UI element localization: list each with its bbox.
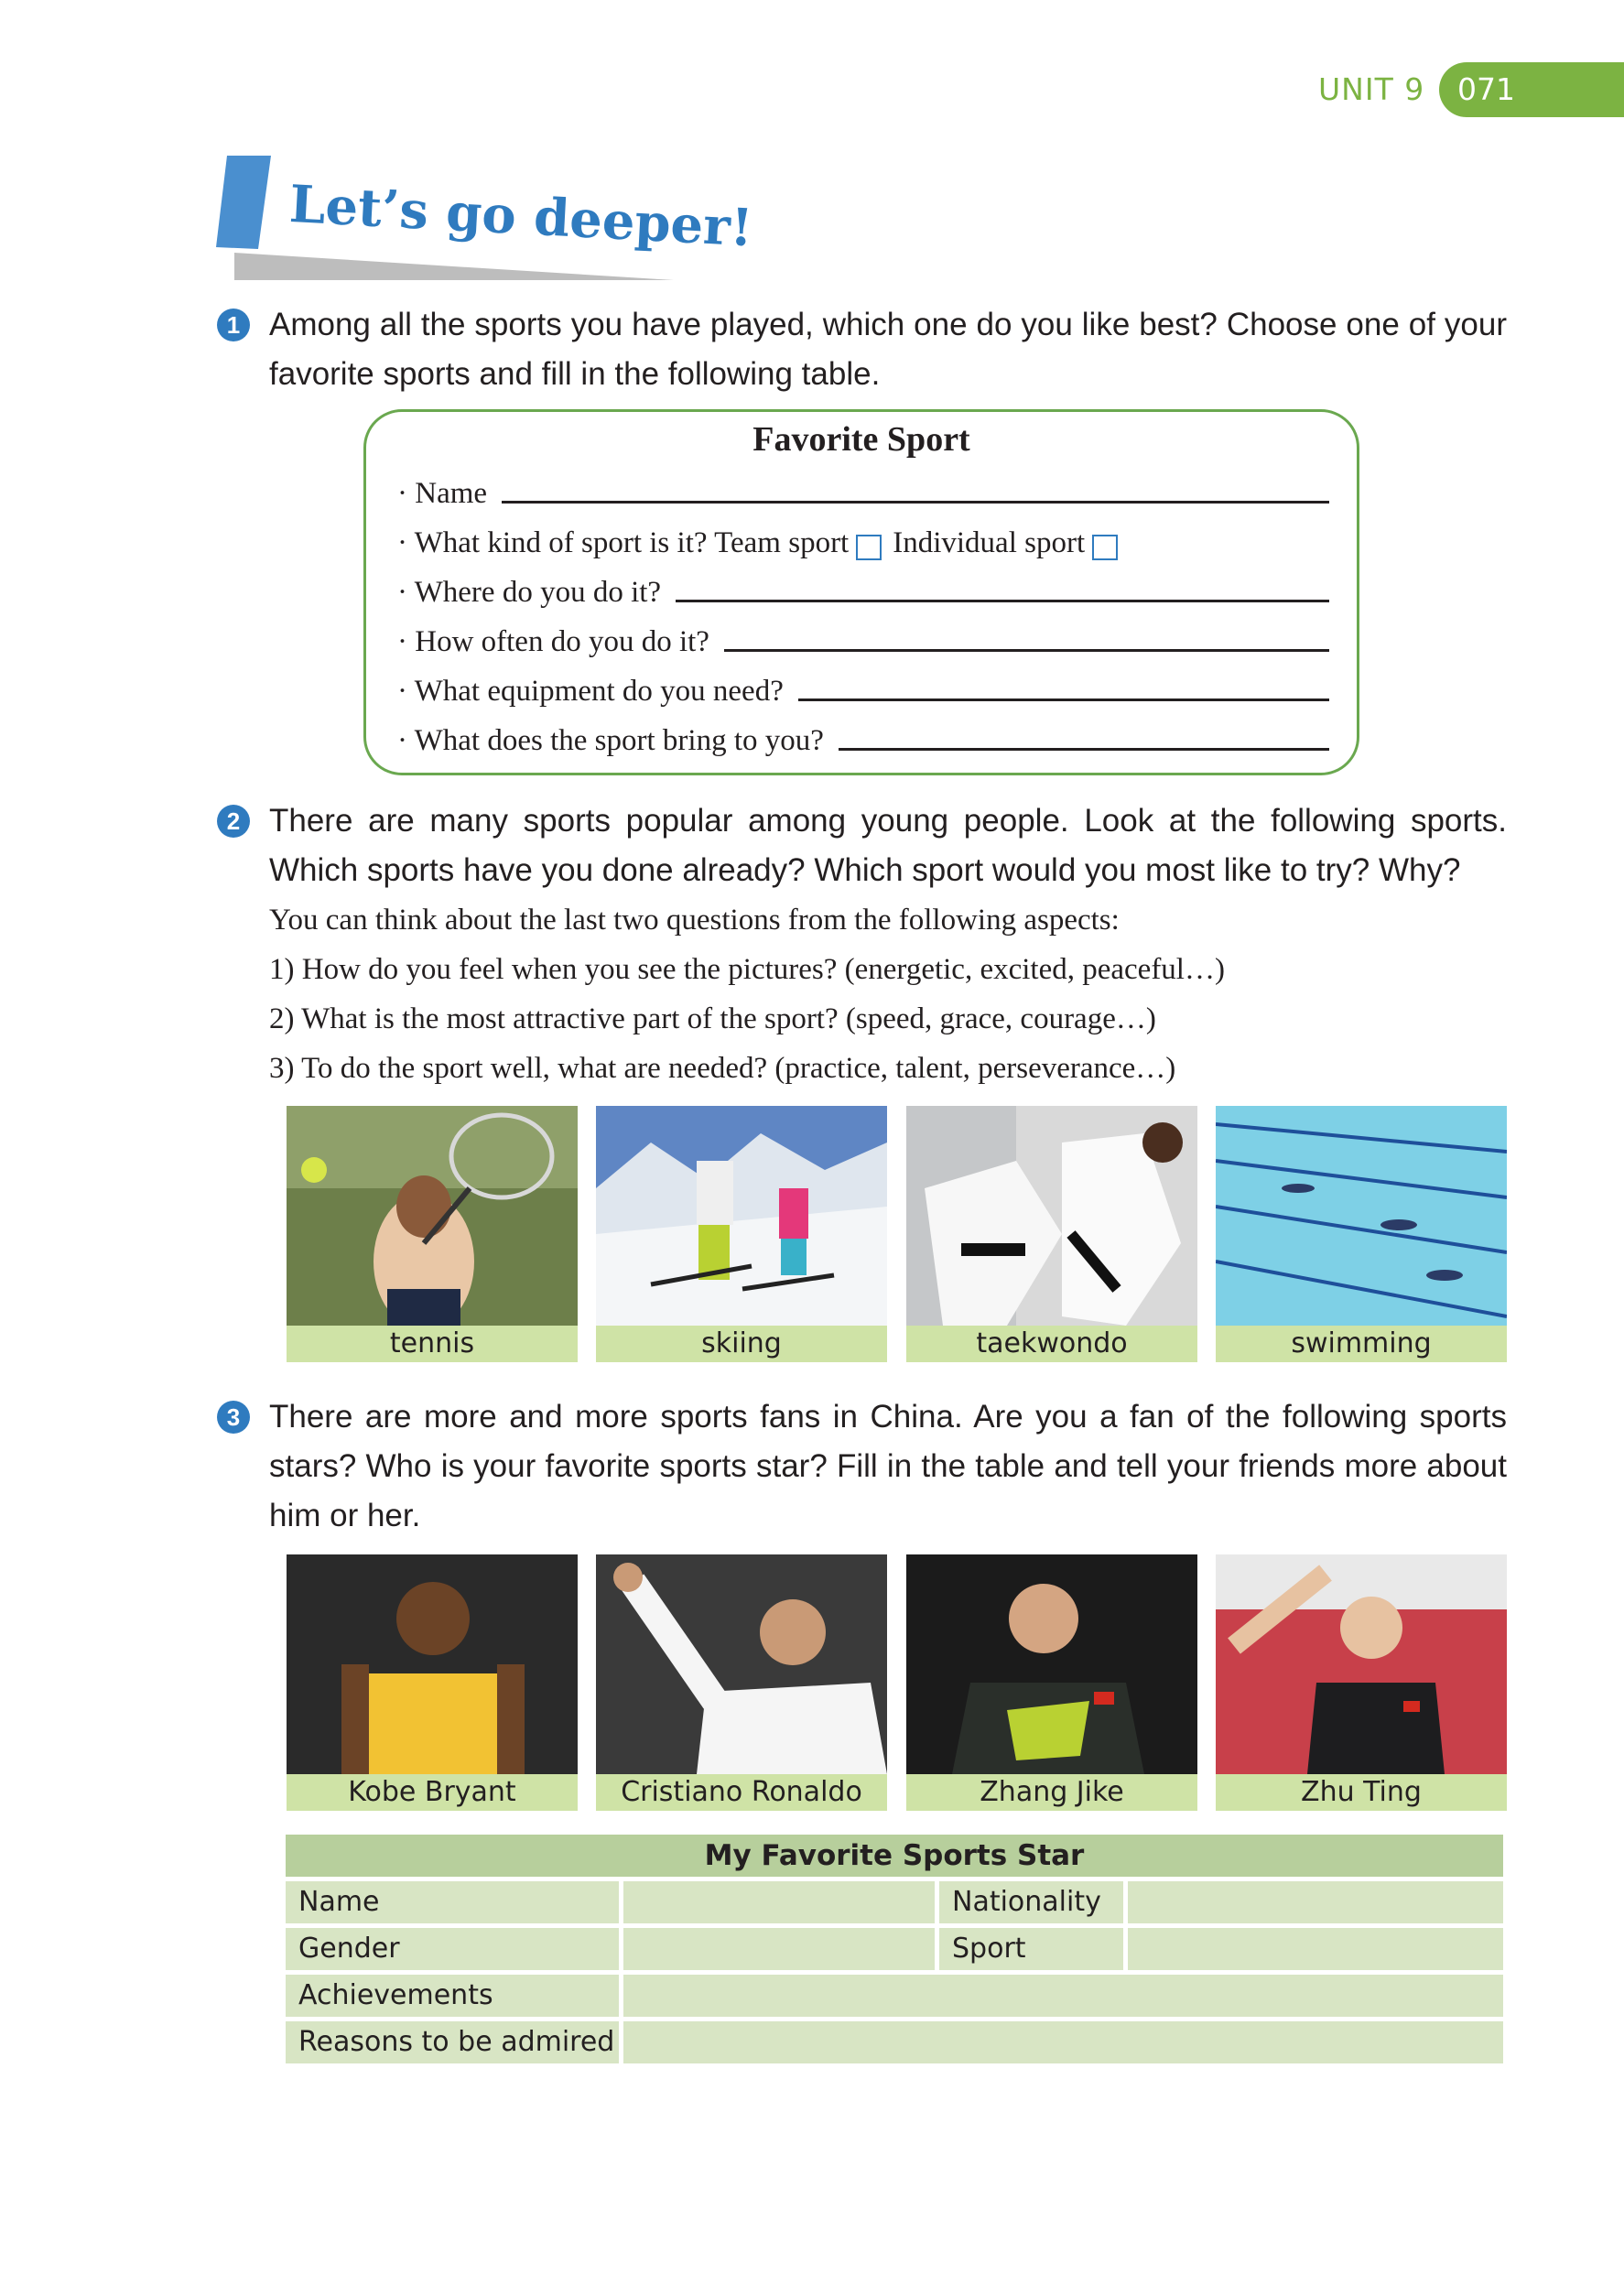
fav-row-label: · What equipment do you need?: [397, 675, 792, 708]
sport-caption-taekwondo: taekwondo: [906, 1326, 1197, 1362]
aspect-2: 2) What is the most attractive part of the sport? (speed, grace, courage…): [269, 1002, 1156, 1035]
team-sport-checkbox[interactable]: [856, 535, 882, 560]
fav-row-kind: [397, 520, 1329, 560]
individual-sport-label: Individual sport: [893, 526, 1086, 559]
reasons-field[interactable]: [623, 2021, 1503, 2063]
nationality-label: Nationality: [939, 1881, 1123, 1923]
name-field[interactable]: [623, 1881, 935, 1923]
answer-line[interactable]: [502, 501, 1329, 504]
nationality-field[interactable]: [1128, 1881, 1503, 1923]
achievements-field[interactable]: [623, 1975, 1503, 2017]
reasons-label: Reasons to be admired: [286, 2021, 619, 2063]
aspects-intro: You can think about the last two questions from the following aspects:: [269, 904, 1120, 937]
unit-label: UNIT 9: [1318, 71, 1425, 107]
star-caption-zhu-ting: Zhu Ting: [1216, 1774, 1507, 1811]
fav-row-brings: [397, 718, 1329, 758]
cristiano-ronaldo-photo: [596, 1554, 887, 1774]
taekwondo-photo: [906, 1106, 1197, 1326]
zhu-ting-photo: [1216, 1554, 1507, 1774]
fav-row-how-often: [397, 619, 1329, 659]
question-number-1: 1: [217, 309, 250, 341]
star-table-title: My Favorite Sports Star: [286, 1835, 1503, 1877]
star-caption-ronaldo: Cristiano Ronaldo: [596, 1774, 887, 1811]
answer-line[interactable]: [798, 698, 1329, 701]
sport-label: Sport: [939, 1928, 1123, 1970]
sport-caption-swimming: swimming: [1216, 1326, 1507, 1362]
answer-line[interactable]: [724, 649, 1329, 652]
fav-row-equipment: [397, 668, 1329, 709]
answer-line[interactable]: [676, 600, 1329, 602]
section-title: Let’s go deeper!: [287, 174, 754, 259]
fav-row-label: · How often do you do it?: [397, 625, 718, 658]
fav-row-label: · Name: [397, 477, 495, 510]
answer-line[interactable]: [839, 748, 1329, 751]
tennis-photo: [287, 1106, 578, 1326]
star-caption-zhang-jike: Zhang Jike: [906, 1774, 1197, 1811]
swimming-photo: [1216, 1106, 1507, 1326]
individual-sport-checkbox[interactable]: [1092, 535, 1118, 560]
question-number-3: 3: [217, 1401, 250, 1434]
favorite-sport-title: Favorite Sport: [752, 420, 970, 459]
zhang-jike-photo: [906, 1554, 1197, 1774]
star-caption-kobe: Kobe Bryant: [287, 1774, 578, 1811]
sport-field[interactable]: [1128, 1928, 1503, 1970]
name-label: Name: [286, 1881, 619, 1923]
fav-row-label: · What does the sport bring to you?: [397, 724, 832, 757]
achievements-label: Achievements: [286, 1975, 619, 2017]
gender-field[interactable]: [623, 1928, 935, 1970]
aspect-3: 3) To do the sport well, what are needed? (practice, talent, perseverance…): [269, 1052, 1176, 1085]
sport-caption-tennis: tennis: [287, 1326, 578, 1362]
skiing-photo: [596, 1106, 887, 1326]
question-1-text: Among all the sports you have played, which one do you like best? Choose one of your favorite sports and fill in the following table.: [269, 307, 1507, 392]
gender-label: Gender: [286, 1928, 619, 1970]
fav-row-label: · Where do you do it?: [397, 576, 669, 609]
fav-row-where: [397, 569, 1329, 610]
aspect-1: 1) How do you feel when you see the pictures? (energetic, excited, peaceful…): [269, 953, 1225, 986]
fav-row-label: · What kind of sport is it? Team sport: [397, 526, 850, 559]
question-3-text: There are more and more sports fans in China. Are you a fan of the following sports stars? Who is your favorite sports star? Fill in the table and tell your friends more about him or her.: [269, 1399, 1507, 1533]
page-number: 071: [1457, 71, 1515, 107]
sport-caption-skiing: skiing: [596, 1326, 887, 1362]
question-2-text: There are many sports popular among young people. Look at the following sports. Which sports have you done already? Which sport would you most like to try? Why?: [269, 803, 1507, 888]
kobe-bryant-photo: [287, 1554, 578, 1774]
fav-row-name: [397, 471, 1329, 511]
question-number-2: 2: [217, 805, 250, 838]
